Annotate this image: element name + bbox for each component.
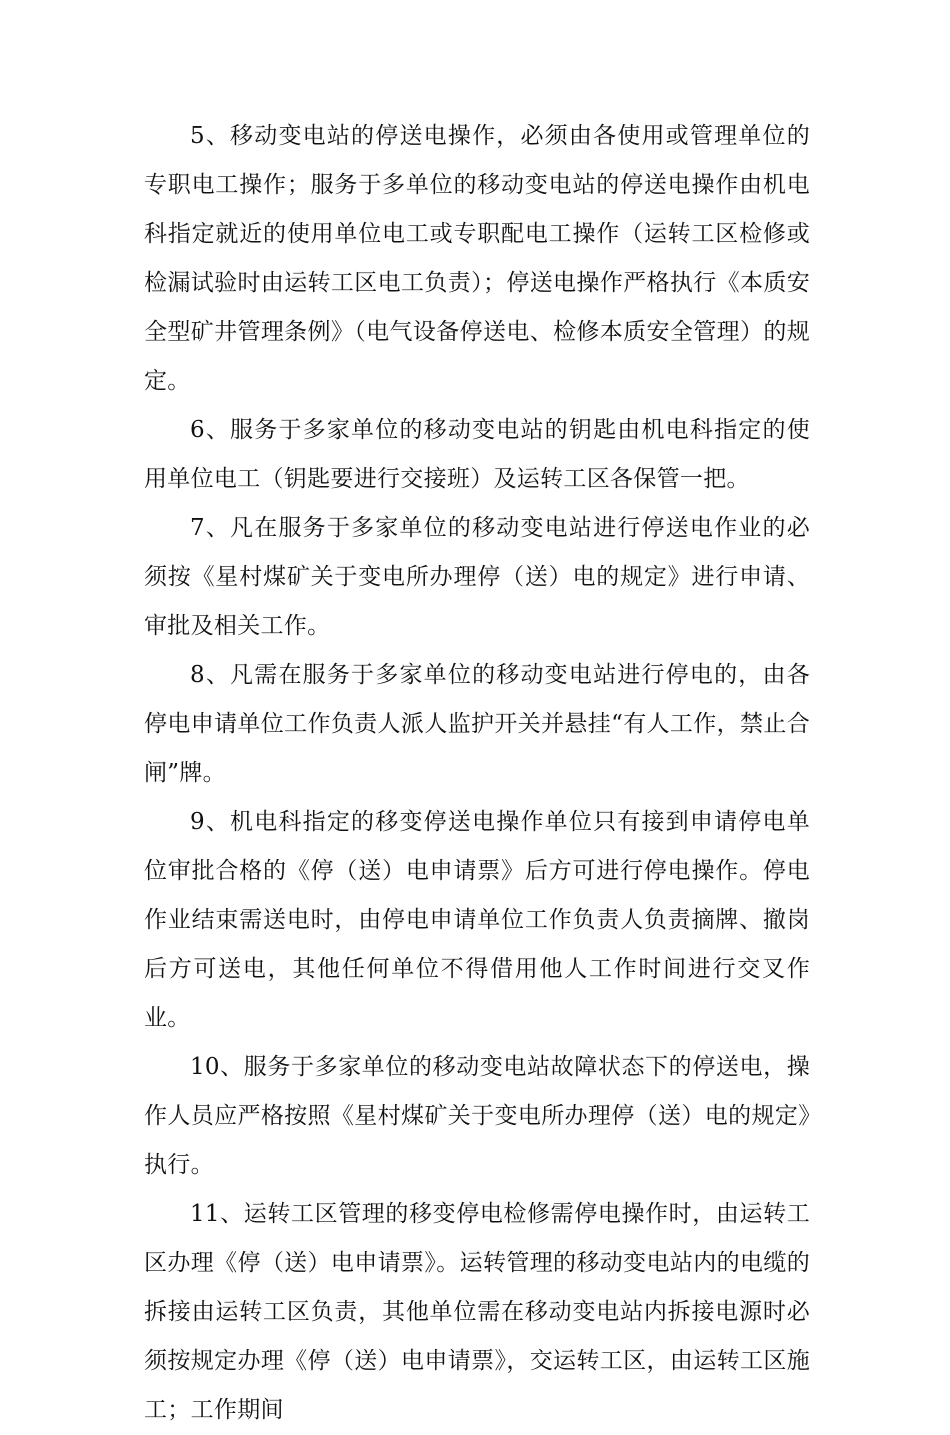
paragraph-9: 9、机电科指定的移变停送电操作单位只有接到申请停电单位审批合格的《停（送）电申请票》后方可进行停电操作。停电作业结束需送电时，由停电申请单位工作负责人负责摘牌、撤岗后方可送电，其他任何单位不得借用他人工作时间进行交叉作业。 [144, 809, 810, 1031]
paragraph-11: 11、运转工区管理的移变停电检修需停电操作时，由运转工区办理《停（送）电申请票》。运转管理的移动变电站内的电缆的拆接由运转工区负责，其他单位需在移动变电站内拆接电源时必须按规定办理《停（送）电申请票》，交运转工区，由运转工区施工；工作期间 [144, 1201, 810, 1423]
paragraph-7: 7、凡在服务于多家单位的移动变电站进行停送电作业的必须按《星村煤矿关于变电所办理停（送）电的规定》进行申请、审批及相关工作。 [144, 515, 810, 639]
paragraph-8: 8、凡需在服务于多家单位的移动变电站进行停电的，由各停电申请单位工作负责人派人监护开关并悬挂“有人工作，禁止合闸”牌。 [144, 662, 810, 786]
paragraph-6: 6、服务于多家单位的移动变电站的钥匙由机电科指定的使用单位电工（钥匙要进行交接班）及运转工区各保管一把。 [144, 417, 810, 492]
paragraph-5: 5、移动变电站的停送电操作，必须由各使用或管理单位的专职电工操作；服务于多单位的移动变电站的停送电操作由机电科指定就近的使用单位电工或专职配电工操作（运转工区检修或检漏试验时由运转工区电工负责）；停送电操作严格执行《本质安全型矿井管理条例》（电气设备停送电、检修本质安全管理）的规定。 [144, 123, 810, 394]
document-body [144, 112, 810, 1435]
paragraph-10: 10、服务于多家单位的移动变电站故障状态下的停送电，操作人员应严格按照《星村煤矿关于变电所办理停（送）电的规定》执行。 [144, 1054, 810, 1178]
